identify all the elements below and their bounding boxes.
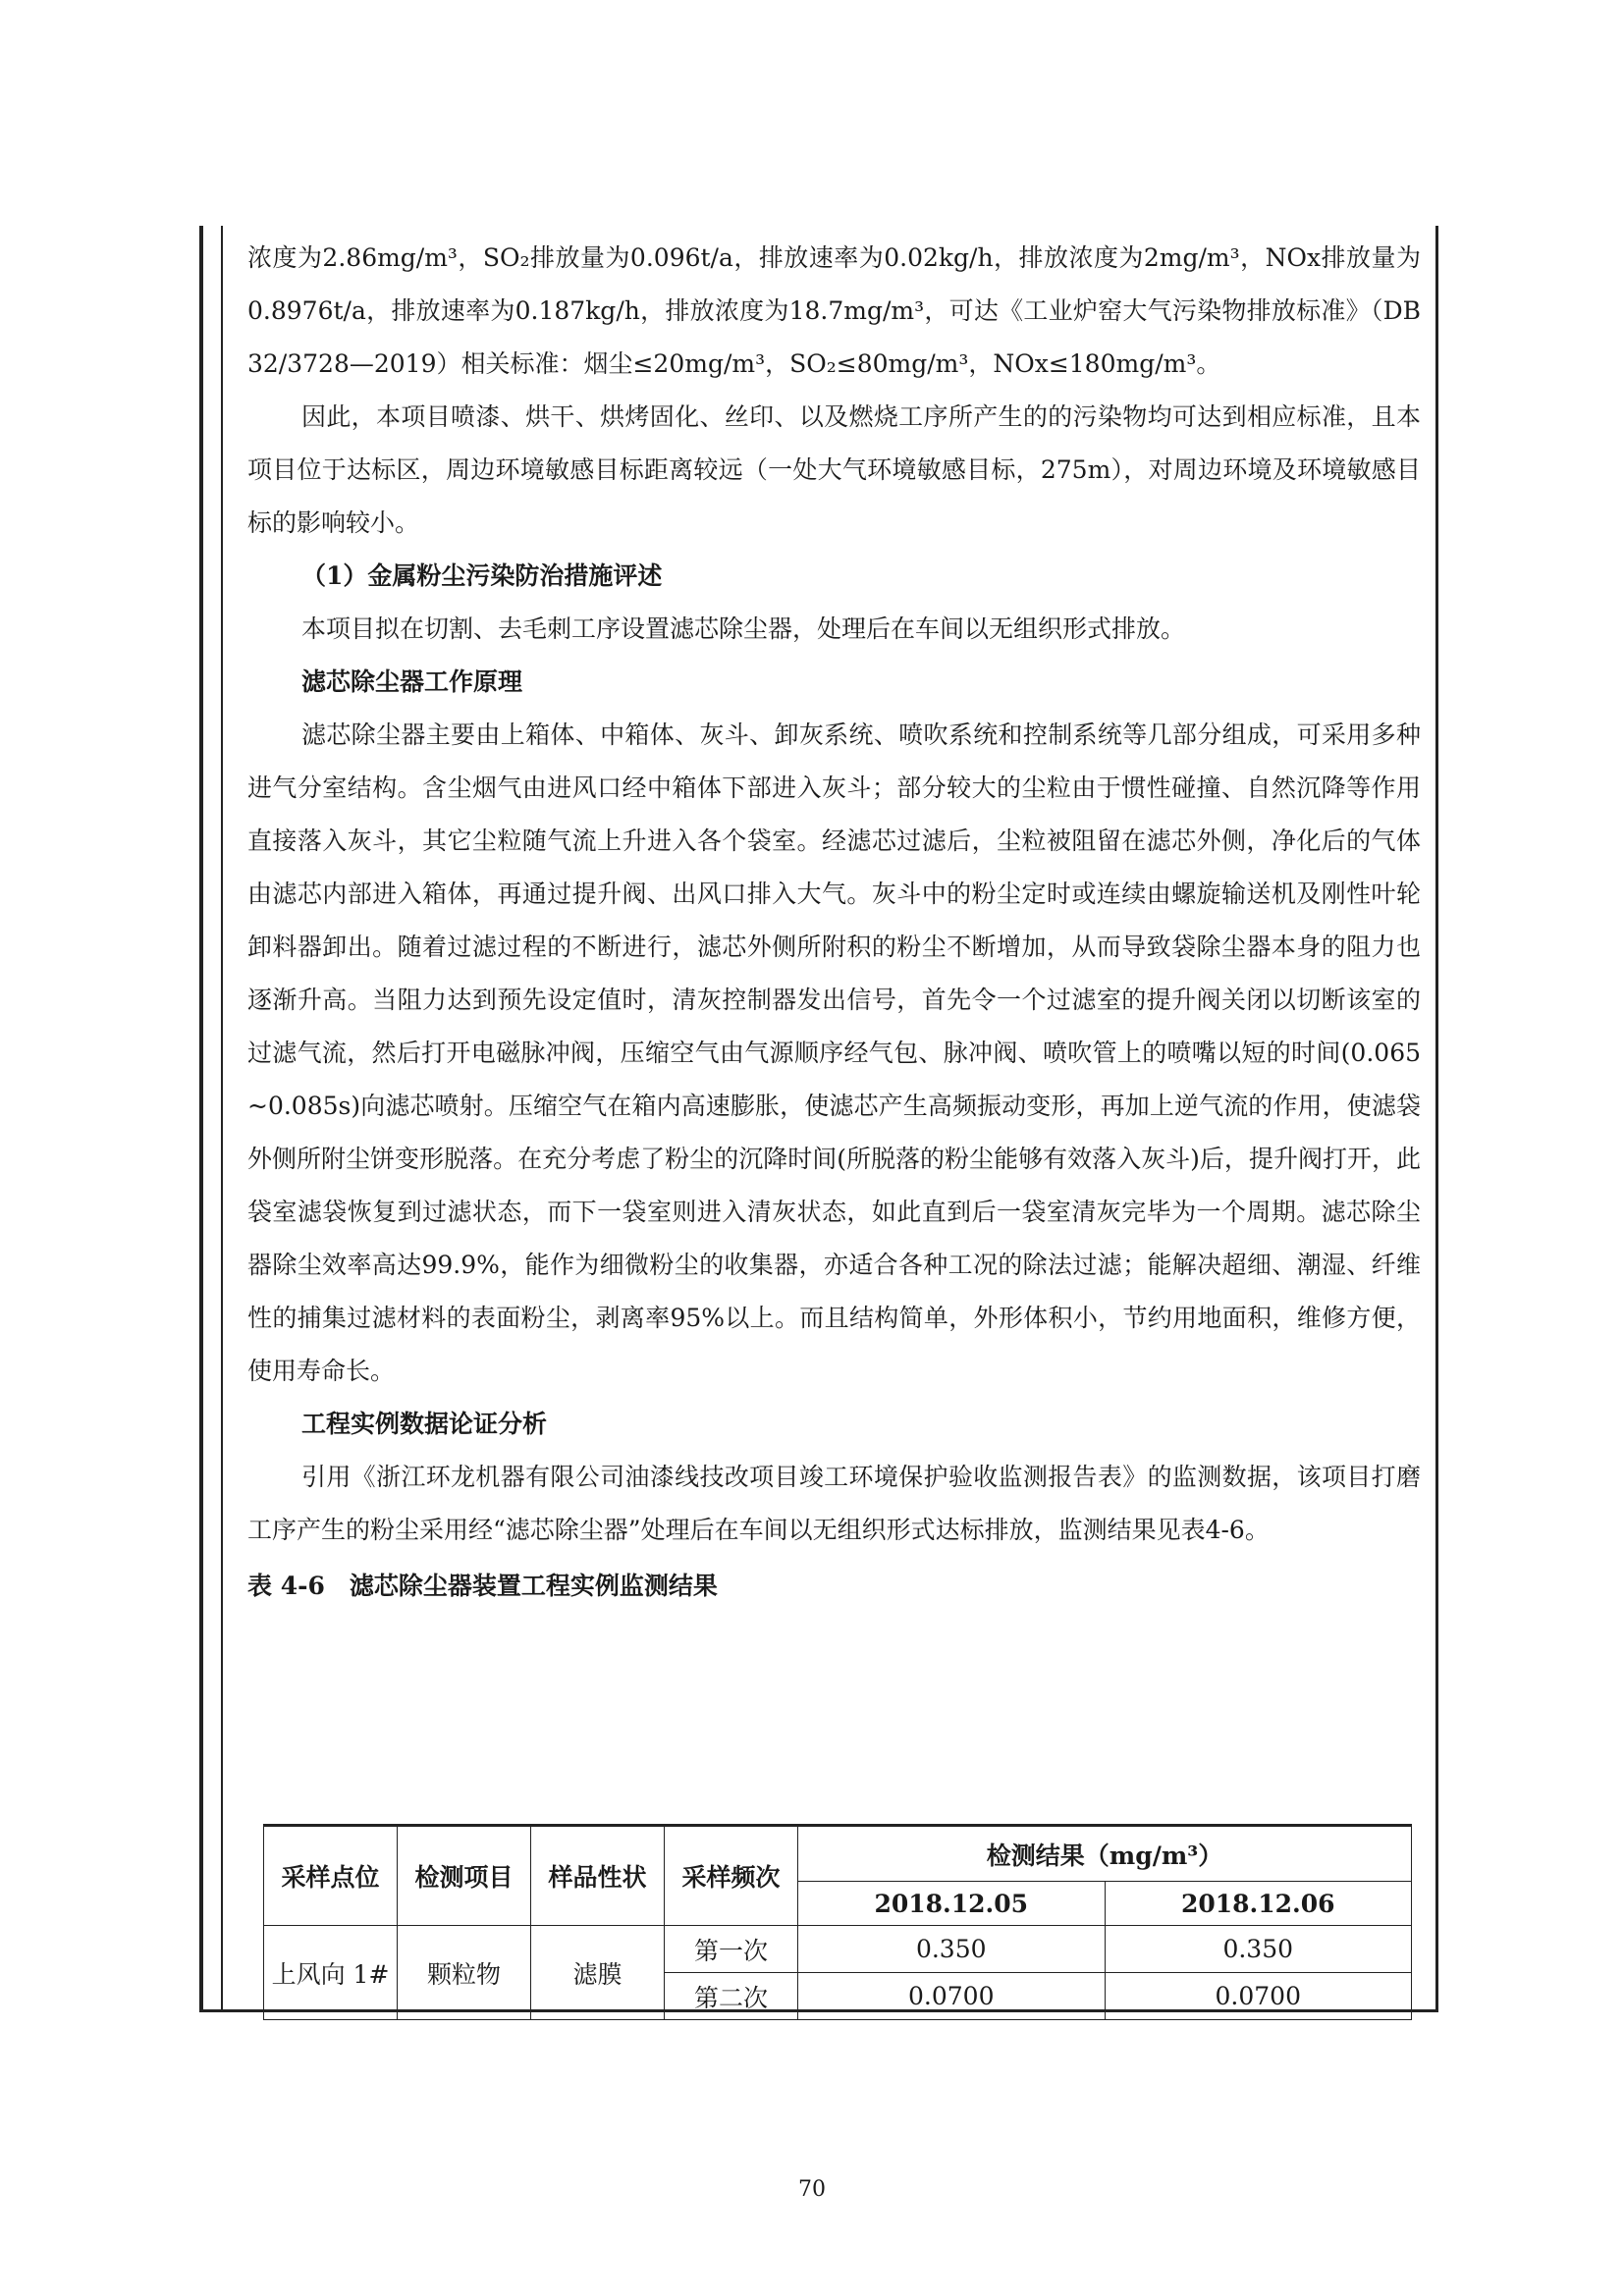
header-sampling-point: 采样点位 — [264, 1826, 398, 1926]
header-sampling-frequency: 采样频次 — [665, 1826, 798, 1926]
section-heading-principle: 滤芯除尘器工作原理 — [301, 667, 523, 696]
frame-inner-rule — [221, 226, 223, 2009]
paragraph-emission-values: 浓度为2.86mg/m³，SO₂排放量为0.096t/a，排放速率为0.02kg/h，排放浓度为2mg/m³，NOx排放量为0.8976t/a，排放速率为0.187kg/h，排放浓度为18.7mg/m³，可达《工业炉窑大气污染物排放标准》（DB 32/3728—2019）相关标准：烟尘≤20mg/m³，SO₂≤80mg/m³，NOx≤180mg/m³。 — [247, 243, 1421, 378]
cell-sampling-point: 上风向 1# — [264, 1926, 398, 2020]
paragraph-case-reference: 引用《浙江环龙机器有限公司油漆线技改项目竣工环境保护验收监测报告表》的监测数据，该项目打磨工序产生的粉尘采用经“滤芯除尘器”处理后在车间以无组织形式达标排放，监测结果见表4-6。 — [247, 1463, 1421, 1544]
paragraph-filter-plan: 本项目拟在切割、去毛刺工序设置滤芯除尘器，处理后在车间以无组织形式排放。 — [301, 614, 1186, 643]
cell-value: 0.0700 — [798, 1973, 1106, 2020]
cell-value: 0.350 — [1105, 1926, 1412, 1973]
header-sample-state: 样品性状 — [531, 1826, 665, 1926]
cell-frequency: 第一次 — [665, 1926, 798, 1973]
cell-value: 0.0700 — [1105, 1973, 1412, 2020]
cell-test-item: 颗粒物 — [398, 1926, 531, 2020]
paragraph-conclusion: 因此，本项目喷漆、烘干、烘烤固化、丝印、以及燃烧工序所产生的的污染物均可达到相应标准，且本项目位于达标区，周边环境敏感目标距离较远（一处大气环境敏感目标，275m），对周边环境及环境敏感目标的影响较小。 — [247, 402, 1421, 537]
section-heading-metal-dust: （1）金属粉尘污染防治措施评述 — [301, 561, 663, 590]
table-row — [264, 1926, 1412, 1973]
cell-value: 0.350 — [798, 1926, 1106, 1973]
header-test-item: 检测项目 — [398, 1826, 531, 1926]
section-heading-case-analysis: 工程实例数据论证分析 — [301, 1410, 548, 1438]
paragraph-principle: 滤芯除尘器主要由上箱体、中箱体、灰斗、卸灰系统、喷吹系统和控制系统等几部分组成，可采用多种进气分室结构。含尘烟气由进风口经中箱体下部进入灰斗；部分较大的尘粒由于惯性碰撞、自然沉降等作用直接落入灰斗，其它尘粒随气流上升进入各个袋室。经滤芯过滤后，尘粒被阻留在滤芯外侧，净化后的气体由滤芯内部进入箱体，再通过提升阀、出风口排入大气。灰斗中的粉尘定时或连续由螺旋输送机及刚性叶轮卸料器卸出。随着过滤过程的不断进行，滤芯外侧所附积的粉尘不断增加，从而导致袋除尘器本身的阻力也逐渐升高。当阻力达到预先设定值时，清灰控制器发出信号，首先令一个过滤室的提升阀关闭以切断该室的过滤气流，然后打开电磁脉冲阀，压缩空气由气源顺序经气包、脉冲阀、喷吹管上的喷嘴以短的时间(0.065~0.085s)向滤芯喷射。压缩空气在箱内高速膨胀，使滤芯产生高频振动变形，再加上逆气流的作用，使滤袋外侧所附尘饼变形脱落。在充分考虑了粉尘的沉降时间(所脱落的粉尘能够有效落入灰斗)后，提升阀打开，此袋室滤袋恢复到过滤状态，而下一袋室则进入清灰状态，如此直到后一袋室清灰完毕为一个周期。滤芯除尘器除尘效率高达99.9%，能作为细微粉尘的收集器，亦适合各种工况的除法过滤；能解决超细、潮湿、纤维性的捕集过滤材料的表面粉尘，剥离率95%以上。而且结构简单，外形体积小，节约用地面积，维修方便，使用寿命长。 — [247, 721, 1421, 1385]
header-date-2: 2018.12.06 — [1105, 1882, 1412, 1926]
header-test-result: 检测结果（mg/m³） — [798, 1826, 1412, 1882]
page-number: 70 — [798, 2177, 826, 2202]
monitoring-results-table — [263, 1824, 1412, 2020]
document-body — [247, 232, 1421, 1626]
header-date-1: 2018.12.05 — [798, 1882, 1106, 1926]
cell-sample-state: 滤膜 — [531, 1926, 665, 2020]
table-caption: 表 4-6 滤芯除尘器装置工程实例监测结果 — [247, 1572, 718, 1600]
cell-frequency: 第二次 — [665, 1973, 798, 2020]
